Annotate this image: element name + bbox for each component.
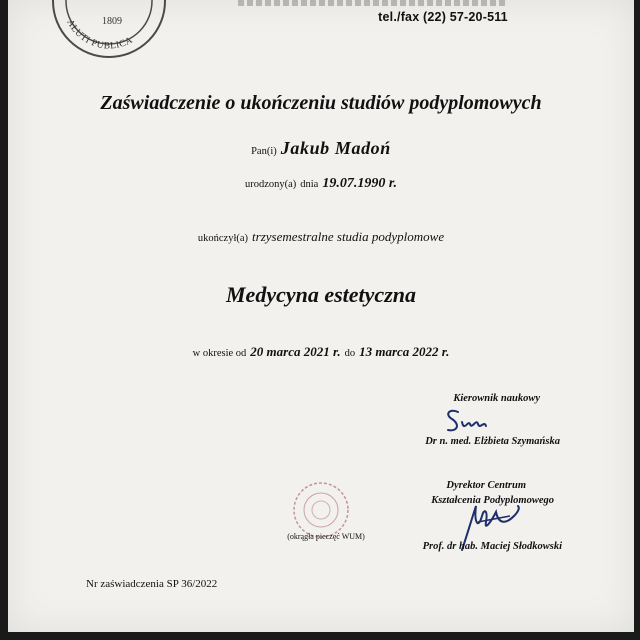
certificate-number: 36/2022 [181, 578, 218, 590]
contact-phone: tel./fax (22) 57-20-511 [378, 10, 508, 24]
round-stamp-icon [276, 476, 366, 538]
birth-day-label: dnia [300, 179, 319, 190]
period-label: w okresie od [192, 348, 247, 359]
birth-line [8, 174, 634, 192]
scientific-head-title: Kierownik naukowy [453, 393, 540, 404]
seal-year: 1809 [102, 16, 122, 27]
recipient-line [8, 138, 634, 159]
recipient-name: Jakub Madoń [280, 138, 391, 158]
seal-legend: ALUTI PUBLICA [64, 18, 135, 52]
university-seal-icon [50, 0, 168, 60]
director-title-line1: Dyrektor Centrum [446, 480, 526, 491]
top-edge-text-remnant [238, 0, 508, 6]
certificate-number-label: Nr zaświadczenia SP [86, 578, 179, 590]
period-line [8, 343, 634, 361]
birth-date: 19.07.1990 r. [322, 176, 398, 191]
director-name: Prof. dr hab. Maciej Słodkowski [422, 541, 562, 552]
period-start: 20 marca 2021 r. [250, 344, 341, 359]
recipient-prefix: Pan(i) [251, 146, 277, 157]
certificate-number-line [86, 578, 217, 590]
certificate-page [8, 0, 634, 632]
certificate-title: Zaświadczenie o ukończeniu studiów podyplomowych [100, 92, 542, 114]
completion-line [8, 228, 634, 246]
period-to-label: do [344, 348, 356, 359]
stamp-caption: (okrągła pieczęć WUM) [287, 532, 365, 541]
director-title-line2: Kształcenia Podyplomowego [431, 495, 554, 506]
birth-label: urodzony(a) [244, 179, 297, 190]
course-type: trzysemestralne studia podyplomowe [252, 229, 445, 244]
field-of-study: Medycyna estetyczna [226, 282, 416, 307]
period-end: 13 marca 2022 r. [359, 344, 450, 359]
completed-label: ukończył(a) [197, 233, 249, 244]
scientific-head-name: Dr n. med. Elżbieta Szymańska [425, 436, 560, 447]
scientific-head-signature-icon [440, 406, 496, 440]
